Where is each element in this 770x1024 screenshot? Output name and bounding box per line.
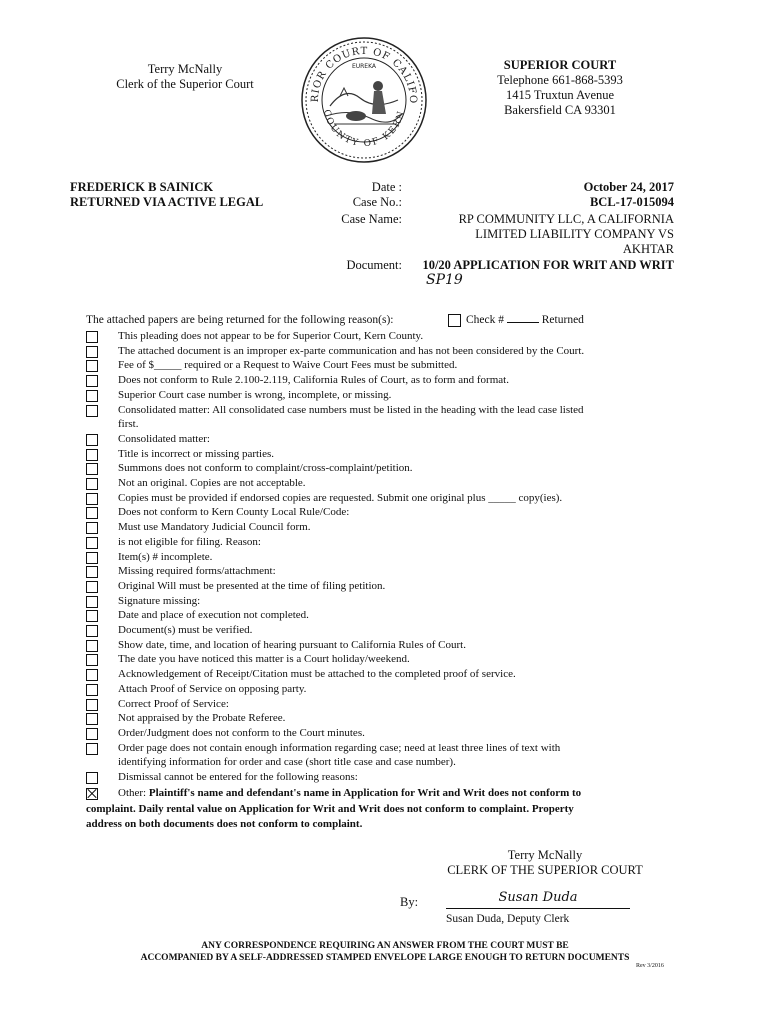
reason-text: Not appraised by the Probate Referee.: [118, 712, 286, 725]
reason-text: Document(s) must be verified.: [118, 624, 253, 636]
reason-text: Copies must be provided if endorsed copies are requested. Submit one original plus _____ copy(ies).: [118, 491, 563, 504]
reason-text: first.: [118, 418, 139, 431]
seal-top-text: RIOR COURT OF CALIFO: [309, 45, 419, 105]
reason-text: Dismissal cannot be entered for the following reasons:: [118, 771, 358, 783]
other-label: Other:: [118, 787, 147, 799]
reason-text: is not eligible for filing. Reason:: [118, 535, 261, 548]
check-returned: [466, 314, 584, 326]
other-line3: address on both documents does not conform to complaint.: [86, 818, 363, 830]
document-value: 10/20 APPLICATION FOR WRIT AND WRIT: [422, 258, 674, 272]
reason-text: Original Will must be presented at the time of filing petition.: [118, 579, 386, 592]
svg-text:SUPERIOR COURT OF CALIFORNIA: [300, 36, 418, 104]
reason-text: Order page does not contain enough information regarding case; need at least three lines of text with: [118, 741, 561, 754]
reason-checkbox[interactable]: [86, 346, 98, 358]
other-line1: [118, 787, 581, 799]
reason-checkbox[interactable]: [86, 552, 98, 564]
handwritten-note: SP19: [426, 272, 463, 288]
case-no-value: BCL-17-015094: [589, 195, 674, 209]
recipient-name: FREDERICK B SAINICK: [70, 180, 214, 194]
reason-checkbox[interactable]: [86, 640, 98, 652]
reason-checkbox[interactable]: [86, 478, 98, 490]
reason-checkbox[interactable]: [86, 463, 98, 475]
other-text: Plaintiff's name and defendant's name in Application for Writ and Writ does not conform to: [148, 787, 582, 799]
case-name-line: LIMITED LIABILITY COMPANY VS: [475, 227, 674, 241]
reason-checkbox[interactable]: [86, 654, 98, 666]
reason-text: Show date, time, and location of hearing pursuant to California Rules of Court.: [118, 638, 466, 651]
reason-checkbox[interactable]: [86, 669, 98, 681]
reason-text: Fee of $_____ required or a Request to Waive Court Fees must be submitted.: [118, 359, 458, 372]
reason-text: Consolidated matter: All consolidated case numbers must be listed in the heading with the lead case listed: [118, 403, 584, 416]
reason-checkbox[interactable]: [86, 537, 98, 549]
reason-checkbox[interactable]: [86, 610, 98, 622]
case-no-label: Case No.:: [352, 195, 402, 209]
reason-checkbox[interactable]: [86, 743, 98, 755]
court-seal: [300, 36, 428, 164]
reason-text: Does not conform to Rule 2.100-2.119, California Rules of Court, as to form and format.: [118, 374, 509, 387]
footer-line2: ACCOMPANIED BY A SELF-ADDRESSED STAMPED ENVELOPE LARGE ENOUGH TO RETURN DOCUMENTS: [140, 953, 630, 963]
reason-text: The attached document is an improper ex-parte communication and has not been considered by the Court.: [118, 344, 585, 357]
reason-text: Attach Proof of Service on opposing party.: [118, 682, 307, 695]
court-name: SUPERIOR COURT: [503, 58, 617, 72]
seal-motto: EUREKA: [351, 63, 377, 70]
footer-notice: [60, 940, 710, 964]
reason-text: Date and place of execution not completed.: [118, 609, 309, 622]
signature-header: [440, 848, 650, 878]
check-prefix: Check #: [466, 314, 505, 326]
reason-text: Not an original. Copies are not acceptable.: [118, 477, 306, 489]
court-street: 1415 Truxtun Avenue: [505, 88, 615, 102]
reason-checkbox[interactable]: [86, 360, 98, 372]
reason-text: Superior Court case number is wrong, incomplete, or missing.: [118, 388, 392, 401]
other-line2: complaint. Daily rental value on Application for Writ and Writ does not conform to complaint. Property: [86, 803, 574, 815]
reason-checkbox[interactable]: [86, 684, 98, 696]
reason-text: Signature missing:: [118, 594, 201, 607]
reason-text: Acknowledgement of Receipt/Citation must be attached to the completed proof of service.: [118, 668, 516, 681]
reason-checkbox[interactable]: [86, 772, 98, 784]
case-name-value: [420, 212, 674, 257]
date-value: October 24, 2017: [583, 180, 674, 194]
case-name-line: RP COMMUNITY LLC, A CALIFORNIA: [458, 212, 674, 226]
reason-checkbox[interactable]: [86, 405, 98, 417]
date-label: Date :: [371, 180, 402, 194]
clerk-block: [100, 62, 270, 92]
reason-text: The date you have noticed this matter is a Court holiday/weekend.: [118, 653, 410, 666]
footer-line1: ANY CORRESPONDENCE REQUIRING AN ANSWER FROM THE COURT MUST BE: [201, 941, 569, 951]
clerk-name: Terry McNally: [147, 62, 223, 76]
reason-checkbox[interactable]: [86, 596, 98, 608]
reason-text: Item(s) # incomplete.: [118, 550, 213, 563]
signature-line: [446, 908, 630, 909]
case-name-label: Case Name:: [341, 212, 402, 226]
reason-checkbox[interactable]: [86, 434, 98, 446]
clerk-title: Clerk of the Superior Court: [116, 77, 254, 91]
check-number-blank[interactable]: [507, 322, 539, 323]
reason-checkbox[interactable]: [86, 713, 98, 725]
reason-text: Order/Judgment does not conform to the Court minutes.: [118, 726, 365, 739]
reason-text: This pleading does not appear to be for Superior Court, Kern County.: [118, 330, 424, 342]
by-label: By:: [400, 895, 419, 909]
reason-text: Consolidated matter:: [118, 432, 210, 445]
court-seal-graphic: [300, 36, 428, 164]
reasons-intro: The attached papers are being returned for the following reason(s):: [86, 314, 394, 326]
reason-checkbox[interactable]: [86, 625, 98, 637]
recipient-method: RETURNED VIA ACTIVE LEGAL: [70, 195, 264, 209]
document-label: Document:: [346, 258, 402, 272]
signature-script: Susan Duda: [498, 890, 578, 905]
signature-name: Terry McNally: [507, 848, 583, 862]
reason-checkbox[interactable]: [86, 331, 98, 343]
case-name-line: AKHTAR: [622, 242, 674, 256]
reason-checkbox[interactable]: [86, 449, 98, 461]
reason-checkbox[interactable]: [86, 728, 98, 740]
recipient-block: [70, 180, 263, 210]
reason-checkbox[interactable]: [86, 581, 98, 593]
court-city: Bakersfield CA 93301: [504, 103, 616, 117]
court-phone: Telephone 661-868-5393: [497, 73, 623, 87]
reason-checkbox[interactable]: [86, 566, 98, 578]
check-suffix: Returned: [541, 314, 584, 326]
revision-note: Rev 3/2016: [636, 963, 664, 969]
reason-checkbox[interactable]: [86, 522, 98, 534]
reason-text: Correct Proof of Service:: [118, 697, 229, 710]
reason-text: Missing required forms/attachment:: [118, 565, 276, 578]
reason-text: Must use Mandatory Judicial Council form.: [118, 521, 311, 534]
reason-checkbox[interactable]: [86, 493, 98, 505]
reason-checkbox[interactable]: [86, 390, 98, 402]
other-checkbox[interactable]: [86, 788, 98, 800]
reason-checkbox[interactable]: [86, 375, 98, 387]
reason-text: Does not conform to Kern County Local Rule/Code:: [118, 506, 350, 519]
reason-checkbox[interactable]: [86, 699, 98, 711]
check-returned-checkbox[interactable]: [448, 314, 461, 327]
reason-text: Title is incorrect or missing parties.: [118, 447, 275, 460]
deputy-clerk: Susan Duda, Deputy Clerk: [446, 913, 570, 925]
reason-text: identifying information for order and case (short title case and case number).: [118, 756, 456, 769]
signature-title: CLERK OF THE SUPERIOR COURT: [447, 863, 643, 877]
reason-text: Summons does not conform to complaint/cross-complaint/petition.: [118, 462, 413, 475]
reason-checkbox[interactable]: [86, 507, 98, 519]
court-block: [470, 58, 650, 118]
seal-bottom-text: COUNTY OF KERN: [321, 108, 408, 150]
